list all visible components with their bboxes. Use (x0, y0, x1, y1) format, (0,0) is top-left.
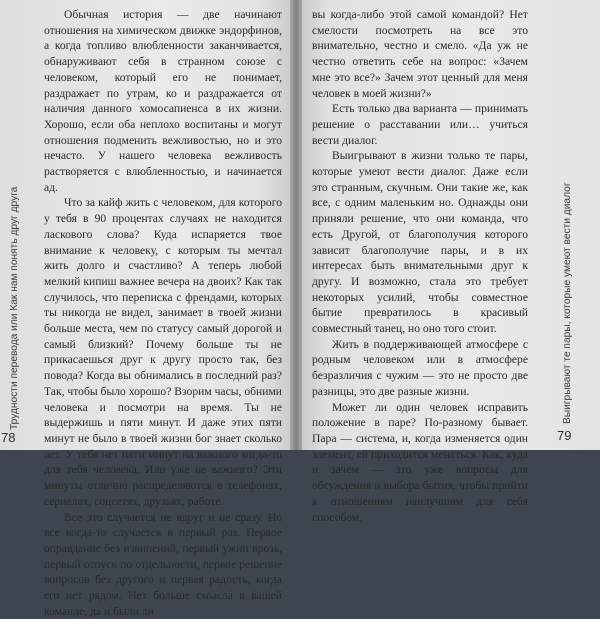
book-spine (290, 0, 302, 450)
right-paragraph-2: Есть только два варианта — принимать решение о расставании или… учиться вести диалог. (312, 101, 528, 148)
right-page-body (312, 7, 528, 525)
left-paragraph-2: Что за кайф жить с человеком, для которого у тебя в 90 процентах случаях не находится ласкового слова? Куда испаряется твое внимание к человеку, с которым ты мечтал жить долго и счастливо? А теперь любой мелкий кипиш важнее вечера на двоих? Как так случилось, что переписка с френдами, которых ты никогда не видел, занимает в твоей жизни больше места, чем по статусу самый дорогой и самый близкий? Почему больше ты не прикасаешься друг к другу просто так, без повода? Когда вы обнимались в последний раз? Так, чтобы было хорошо? Взорим часы, обними человека и посмотри на время. Ты не выдержишь и пяти минут. И даже этих пяти минут не было в твоей жизни бог знает сколько лет. У тебя нет пяти минут на важного когда-то для тебя человека. Или уже не важного? Эти минуты отлично распределяются в телефонах, сериалах, соцсетях, друзьях, работе. (44, 195, 282, 509)
left-page-body (44, 7, 282, 619)
left-page-number: 78 (1, 430, 15, 445)
left-paragraph-3: Все это случается не вдруг и не сразу. Но все когда-то случается в первый раз. Первое оправдание без извинений, первый ужин врозь, первый отпуск по отдельности, первое решение вопросов без другого и первая радость, когда его нет рядом. Нет больше смысла в вашей команде, да и были ли (44, 510, 282, 619)
right-running-head: Выигрывают те пары, которые умеют вести диалог (562, 182, 573, 424)
left-running-head: Трудности перевода или Как нам понять друг друга (9, 187, 20, 430)
right-paragraph-3: Выигрывают в жизни только те пары, которые умеют вести диалог. Даже если это странным, скучным. Они такие же, как все, с одним маленьким но. Однажды они приняли решение, что они команда, что есть Другой, от благополучия которого зависит благополучие пары, и в их интересах быть внимательными друг к другу. И возможно, стала это требует некоторых усилий, чтобы совместное бытие превратилось в красивый совместный танец, но оно того стоит. (312, 148, 528, 336)
left-paragraph-1: Обычная история — две начинают отношения на химическом движке эндорфинов, а когда топливо влюбленности заканчивается, обнаруживают себя в странном союзе с человеком, который его не понимает, раздражает по утрам, ко и раздражается от наличия данного хомосапиенса в их жизни. Хорошо, если оба неплохо воспитаны и могут отношения подменить вежливостью, но и это нечасто. У нашего человека вежливость растворяется с влюбленностью, и начинается ад. (44, 7, 282, 195)
right-page-number: 79 (557, 428, 571, 443)
right-paragraph-4: Жить в поддерживающей атмосфере с родным человеком или в атмосфере безразличия с чужим — это не просто две разницы, это две разные жизни. (312, 337, 528, 400)
right-paragraph-5: Может ли один человек исправить положение в паре? По-разному бывает. Пара — система, и, когда изменяется один элемент, ей приходится меняться. Как, куда и зачем — это уже вопросы для обсуждения и выбора бытия, чтобы прийти к отношениям наилучшим для себя способом. (312, 400, 528, 526)
right-paragraph-1: вы когда-либо этой самой командой? Нет смелости посмотреть на все это внимательно, честно и смело. «Да уж не честно ответить себе на вопрос: «Зачем мне это все?» Зачем этот ценный для меня человек в моей жизни?» (312, 7, 528, 101)
